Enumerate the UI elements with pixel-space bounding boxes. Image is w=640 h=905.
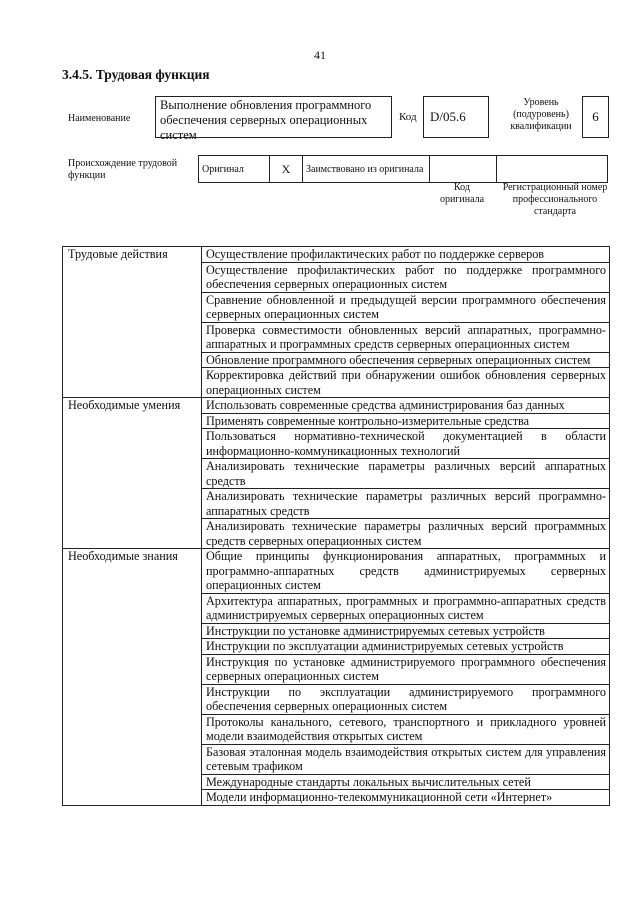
list-item: Проверка совместимости обновленных версий аппаратных, программно-аппаратных и программных средств серверных операционных систем — [202, 322, 610, 352]
list-item: Анализировать технические параметры различных версий программно-аппаратных средств — [202, 489, 610, 519]
code-caption: Код оригинала — [439, 182, 485, 205]
list-item: Протоколы канального, сетевого, транспортного и прикладного уровней модели взаимодействия открытых систем — [202, 714, 610, 744]
origin-table — [198, 155, 608, 183]
table-row — [63, 549, 610, 594]
list-item: Обновление программного обеспечения серверных операционных систем — [202, 352, 610, 368]
list-item: Архитектура аппаратных, программных и программно-аппаратных средств администрируемых серверных операционных систем — [202, 593, 610, 623]
list-item: Применять современные контрольно-измерительные средства — [202, 413, 610, 429]
list-item: Осуществление профилактических работ по поддержке программного обеспечения серверных операционных систем — [202, 262, 610, 292]
original-label: Оригинал — [199, 156, 270, 183]
list-item: Инструкция по установке администрируемого программного обеспечения серверных операционных систем — [202, 654, 610, 684]
list-item: Использовать современные средства администрирования баз данных — [202, 398, 610, 414]
table-row — [63, 247, 610, 263]
origin-reg-cell — [497, 156, 608, 183]
list-item: Инструкции по эксплуатации администрируемых сетевых устройств — [202, 639, 610, 655]
table-row — [63, 398, 610, 414]
function-name-value: Выполнение обновления программного обеспечения серверных операционных систем — [155, 96, 392, 138]
list-item: Анализировать технические параметры различных версий программных средств серверных операционных систем — [202, 519, 610, 549]
list-item: Анализировать технические параметры различных версий аппаратных средств — [202, 459, 610, 489]
category-label: Необходимые умения — [63, 398, 202, 549]
name-label: Наименование — [68, 113, 131, 124]
original-mark: X — [270, 156, 303, 183]
list-item: Пользоваться нормативно-технической документацией в области информационно-коммуникационных технологий — [202, 429, 610, 459]
reg-number-caption: Регистрационный номер профессионального стандарта — [502, 182, 608, 217]
page-number: 41 — [314, 48, 326, 62]
list-item: Модели информационно-телекоммуникационной сети «Интернет» — [202, 790, 610, 806]
list-item: Инструкции по установке администрируемых сетевых устройств — [202, 623, 610, 639]
category-label: Необходимые знания — [63, 549, 202, 806]
code-label: Код — [399, 111, 417, 123]
list-item: Базовая эталонная модель взаимодействия открытых систем для управления сетевым трафиком — [202, 744, 610, 774]
origin-code-cell — [430, 156, 497, 183]
list-item: Сравнение обновленной и предыдущей версии программного обеспечения серверных операционных систем — [202, 292, 610, 322]
category-label: Трудовые действия — [63, 247, 202, 398]
list-item: Корректировка действий при обнаружении ошибок обновления серверных операционных систем — [202, 368, 610, 398]
list-item: Международные стандарты локальных вычислительных сетей — [202, 774, 610, 790]
level-label: Уровень (подуровень) квалификации — [510, 97, 572, 132]
borrowed-label: Заимствовано из оригинала — [303, 156, 430, 183]
section-heading: 3.4.5. Трудовая функция — [62, 67, 210, 82]
function-code-value: D/05.6 — [423, 96, 489, 138]
list-item: Общие принципы функционирования аппаратных, программных и программно-аппаратных средств администрируемых серверных операционных систем — [202, 549, 610, 594]
origin-label: Происхождение трудовой функции — [68, 158, 178, 181]
list-item: Осуществление профилактических работ по поддержке серверов — [202, 247, 610, 263]
level-value: 6 — [582, 96, 609, 138]
function-details-table — [62, 246, 610, 806]
list-item: Инструкции по эксплуатации администрируемого программного обеспечения серверных операционных систем — [202, 684, 610, 714]
